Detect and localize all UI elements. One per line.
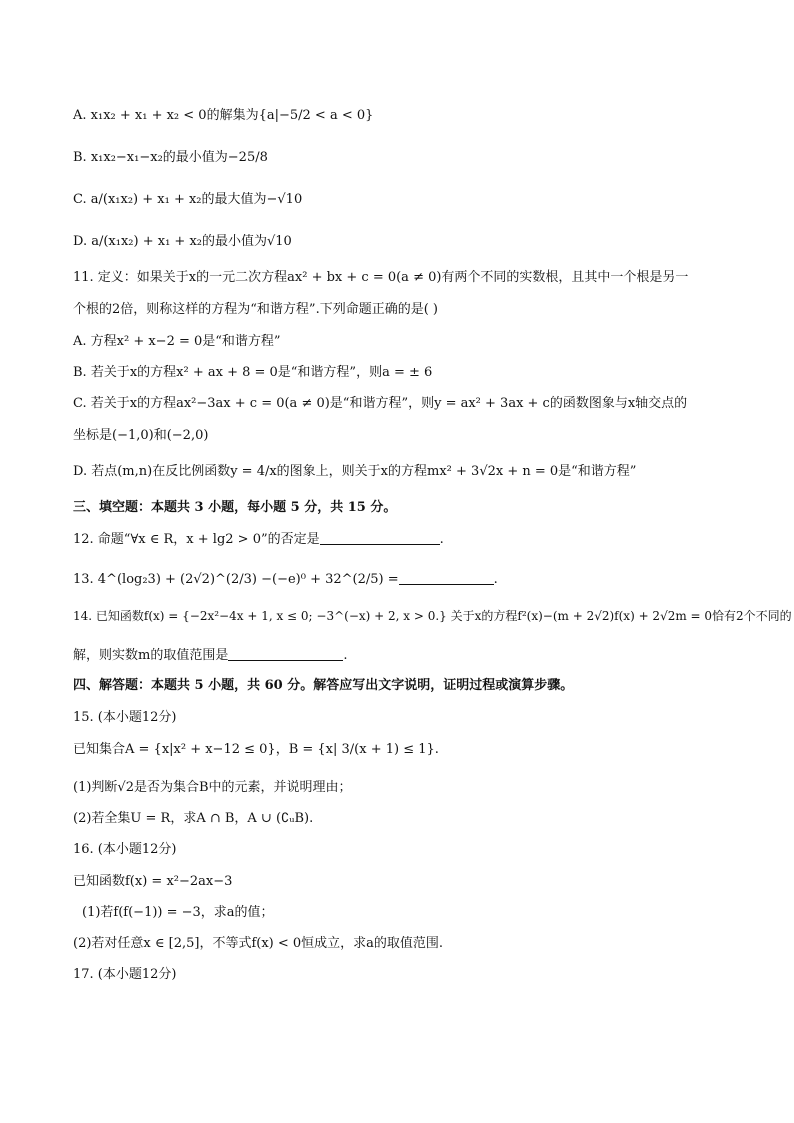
- q12: [73, 530, 444, 550]
- q14-line1: 14. 已知函数f(x) = {−2x²−4x + 1, x ≤ 0; −3^(−x) + 2, x > 0.} 关于x的方程f²(x)−(m + 2√2)f(x) + 2√2m = 0恰有2个不同的: [73, 609, 792, 623]
- q15-part2: (2)若全集U = R，求A ∩ B，A ∪ (∁ᵤB).: [73, 811, 314, 826]
- q13-text: 13. 4^(log₂3) + (2√2)^(2/3) −(−e)⁰ + 32^(2/5) =: [73, 572, 399, 587]
- q11-stem-line1: 11. 定义：如果关于x的一元二次方程ax² + bx + c = 0(a ≠ 0)有两个不同的实数根，且其中一个根是另一: [73, 270, 689, 285]
- q13: [73, 570, 498, 590]
- q11-option-c-cont: 坐标是(−1,0)和(−2,0): [73, 428, 209, 443]
- q12-end: .: [439, 532, 444, 547]
- q11-stem-line2: 个根的2倍，则称这样的方程为“和谐方程”.下列命题正确的是( ): [73, 302, 438, 317]
- q14-end: .: [343, 648, 348, 663]
- q10-option-d: D. a/(x₁x₂) + x₁ + x₂的最小值为√10: [73, 234, 292, 249]
- q11-option-c: C. 若关于x的方程ax²−3ax + c = 0(a ≠ 0)是“和谐方程”，则y = ax² + 3ax + c的函数图象与x轴交点的: [73, 396, 688, 411]
- q15-title: 15. (本小题12分): [73, 710, 177, 725]
- q11-option-d: D. 若点(m,n)在反比例函数y = 4/x的图象上，则关于x的方程mx² + 3√2x + n = 0是“和谐方程”: [73, 464, 637, 479]
- q15-part1: (1)判断√2是否为集合B中的元素，并说明理由；: [73, 780, 352, 795]
- q16-stem: 已知函数f(x) = x²−2ax−3: [73, 874, 233, 889]
- q14-blank: [228, 646, 343, 661]
- section3-heading: 三、填空题：本题共 3 小题，每小题 5 分，共 15 分。: [73, 500, 397, 515]
- q14-text: 解，则实数m的取值范围是: [73, 648, 229, 663]
- q13-end: .: [493, 572, 498, 587]
- q17-title: 17. (本小题12分): [73, 967, 177, 982]
- q13-blank: [399, 570, 494, 585]
- q10-option-a: A. x₁x₂ + x₁ + x₂ < 0的解集为{a|−5/2 < a < 0}: [73, 108, 374, 123]
- section4-heading: 四、解答题：本题共 5 小题，共 60 分。解答应写出文字说明，证明过程或演算步骤。: [73, 678, 574, 693]
- q16-part1: (1)若f(f(−1)) = −3，求a的值；: [82, 905, 274, 920]
- q11-option-a: A. 方程x² + x−2 = 0是“和谐方程”: [73, 334, 281, 349]
- q12-blank: [320, 530, 440, 545]
- q11-option-b: B. 若关于x的方程x² + ax + 8 = 0是“和谐方程”，则a = ± 6: [73, 365, 433, 380]
- q10-option-b: B. x₁x₂−x₁−x₂的最小值为−25/8: [73, 150, 268, 165]
- q15-stem: 已知集合A = {x|x² + x−12 ≤ 0}，B = {x| 3/(x + 1) ≤ 1}.: [73, 742, 439, 757]
- q12-text: 12. 命题“∀x ∈ R，x + lg2 > 0”的否定是: [73, 532, 320, 547]
- q10-option-c: C. a/(x₁x₂) + x₁ + x₂的最大值为−√10: [73, 192, 303, 207]
- q14-line2: [73, 646, 347, 666]
- q16-part2: (2)若对任意x ∈ [2,5]，不等式f(x) < 0恒成立，求a的取值范围.: [73, 936, 444, 951]
- q16-title: 16. (本小题12分): [73, 842, 177, 857]
